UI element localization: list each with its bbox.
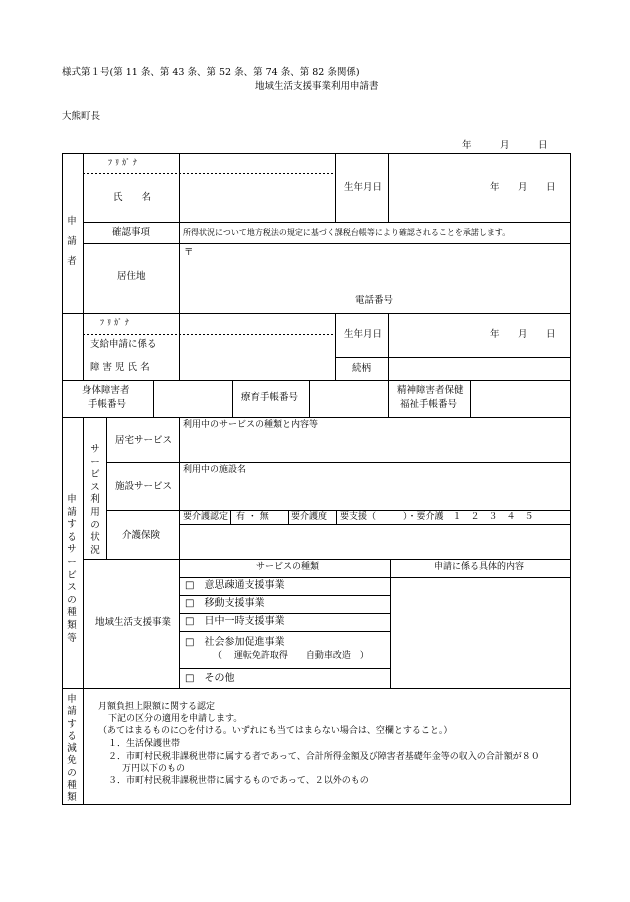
service-detail-header: 申請に係る具体的内容 (434, 562, 525, 572)
mental-notebook-line2: 福祉手帳番号 (400, 399, 458, 410)
service-item-mobility[interactable]: □ 移動支援事業 (185, 598, 265, 609)
service-item-other[interactable]: □ その他 (185, 673, 235, 684)
care-insurance-label: 介護保険 (122, 530, 161, 541)
applicant-furigana-label: ﾌﾘｶﾞﾅ (108, 158, 140, 167)
date-month: 月 (500, 140, 510, 151)
usage-status-label: サービス利用の状況 (90, 444, 100, 556)
phone-label: 電話番号 (355, 295, 394, 306)
reduction-option-2[interactable]: ２．市町村民税非課税世帯に属する者であって、合計所得金額及び障害者基礎年金等の収入の合計額が８０ (108, 752, 540, 762)
child-birth-year: 年 (490, 329, 500, 340)
confirm-text: 所得状況について地方税法の規定に基づく課税台帳等により確認されることを承諾します。 (183, 228, 511, 237)
mental-notebook-line1: 精神障害者保健 (397, 385, 464, 396)
child-birth-day: 日 (546, 329, 556, 340)
service-item-communication[interactable]: □ 意思疎通支援事業 (185, 580, 285, 591)
relation-label: 続柄 (352, 363, 372, 374)
service-item-social-sub: （ 運転免許取得 自動車改造 ） (213, 651, 369, 661)
applicant-birth-label: 生年月日 (344, 182, 383, 193)
applicant-section-label: 申請者 (67, 216, 77, 267)
facility-service-note: 利用中の施設名 (183, 465, 247, 475)
service-type-header: サービスの種類 (256, 562, 320, 572)
care-yes-no: 有 ・ 無 (236, 512, 269, 522)
service-item-social[interactable]: □ 社会参加促進事業 (185, 637, 285, 648)
reduction-line2: （あてはまるものに○を付ける。いずれにも当てはまらない場合は、空欄とすること。） (98, 726, 453, 736)
addressee: 大熊町長 (62, 111, 101, 122)
reduction-heading: 月額負担上限額に関する認定 (98, 702, 216, 712)
reduction-section-label: 申請する減免の種類 (67, 694, 77, 804)
applicant-birth-month: 月 (518, 182, 528, 193)
address-label: 居住地 (117, 271, 146, 282)
home-service-note: 利用中のサービスの種類と内容等 (183, 420, 319, 430)
home-service-label: 居宅サービス (115, 435, 173, 446)
physical-notebook-line2: 手帳番号 (88, 399, 127, 410)
support-project-label: 地域生活支援事業 (95, 617, 172, 628)
child-label-line1: 支給申請に係る (90, 339, 157, 350)
child-birth-month: 月 (518, 329, 528, 340)
reduction-option-3[interactable]: ３．市町村民税非課税世帯に属するものであって、２以外のもの (108, 776, 369, 786)
physical-notebook-line1: 身体障害者 (82, 385, 130, 396)
child-furigana-label: ﾌﾘｶﾞﾅ (100, 318, 132, 327)
applicant-birth-year: 年 (490, 182, 500, 193)
reduction-option-1[interactable]: １．生活保護世帯 (108, 739, 181, 749)
reduction-line1: 下記の区分の適用を申請します。 (108, 714, 243, 724)
confirm-label: 確認事項 (112, 227, 151, 238)
postal-mark: 〒 (184, 247, 194, 258)
form-title: 地域生活支援事業利用申請書 (255, 81, 379, 92)
form-number: 様式第１号(第 11 条、第 43 条、第 52 条、第 74 条、第 82 条関係) (62, 67, 360, 78)
applicant-birth-day: 日 (546, 182, 556, 193)
care-level-label: 要介護度 (291, 512, 328, 522)
services-section-label: 申請するサービスの種類等 (67, 494, 77, 644)
child-label-line2: 障 害 児 氏 名 (90, 362, 150, 373)
child-birth-label: 生年月日 (344, 329, 383, 340)
care-cert-label: 要介護認定 (183, 512, 229, 522)
service-item-daytime[interactable]: □ 日中一時支援事業 (185, 616, 285, 627)
date-year: 年 (462, 140, 472, 151)
reduction-option-2-cont: 万円以下のもの (122, 764, 186, 774)
facility-service-label: 施設サービス (115, 481, 173, 492)
rehab-notebook-label: 療育手帳番号 (241, 392, 299, 403)
applicant-name-label: 氏 名 (113, 192, 152, 203)
date-day: 日 (538, 140, 548, 151)
care-levels: 要支援（ ）・要介護 １ ２ ３ ４ ５ (340, 512, 534, 522)
